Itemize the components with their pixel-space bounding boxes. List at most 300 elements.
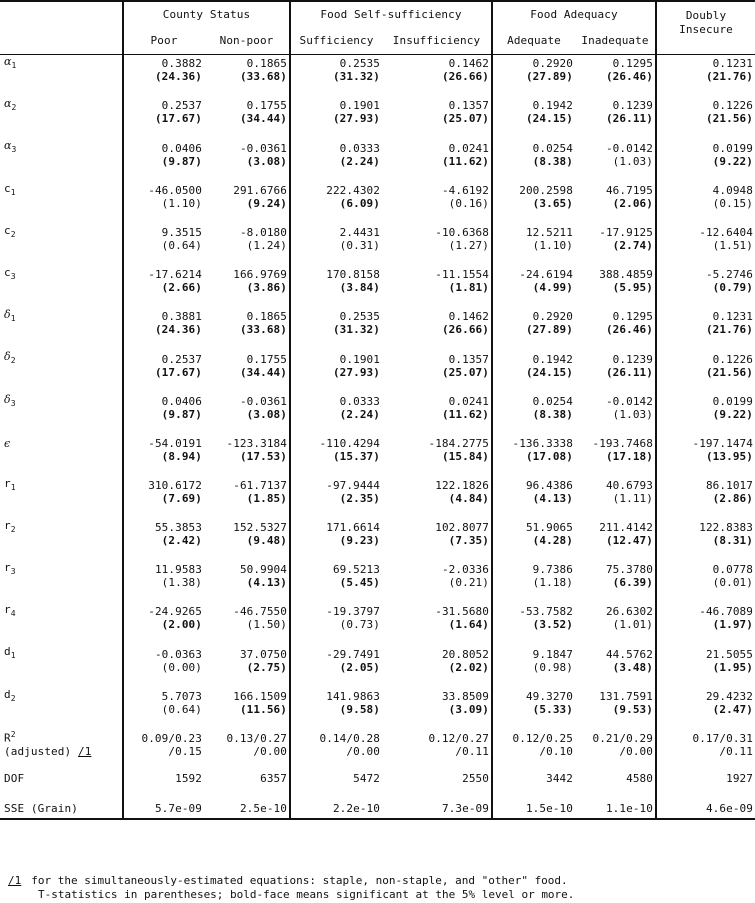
param-symbol: α [4, 139, 12, 153]
t-stat-cell: (4.84) [448, 491, 489, 505]
coef-cell: -29.7491 [290, 645, 382, 660]
t-stat-cell: (26.11) [605, 365, 653, 379]
param-subscript: 2 [10, 356, 16, 366]
t-stat-cell: (31.32) [290, 323, 382, 350]
sse-row [0, 799, 755, 819]
t-stat-row [0, 661, 755, 688]
t-stat-cell: (9.22) [656, 155, 755, 182]
t-stat-cell: (1.38) [123, 576, 204, 603]
t-stat-label-blank [0, 576, 123, 603]
param-subscript: 3 [11, 145, 17, 155]
coef-cell: -24.9265 [123, 603, 204, 618]
coef-row [0, 182, 755, 197]
t-stat-cell: (11.56) [239, 702, 287, 716]
corner-cell [0, 1, 123, 27]
param-symbol: c [4, 223, 11, 237]
coef-cell: 0.0333 [290, 139, 382, 154]
coef-cell: -19.3797 [290, 603, 382, 618]
col-header-sufficiency: Sufficiency [290, 27, 382, 55]
t-stat-cell: (1.10) [123, 197, 204, 224]
param-subscript: 2 [10, 693, 16, 703]
t-stat-cell: (1.03) [612, 407, 653, 421]
t-stat-cell: (17.18) [605, 449, 653, 463]
t-stat-cell: (17.53) [239, 449, 287, 463]
t-stat-cell: (27.93) [290, 366, 382, 393]
coef-cell: 0.0254 [492, 393, 575, 408]
r2-adjusted-cell: /0.11 [656, 745, 755, 772]
r2-adjusted-text: (adjusted) [4, 744, 72, 758]
t-stat-cell: (26.46) [605, 70, 653, 84]
coef-cell: 9.1847 [492, 645, 575, 660]
coef-cell: 0.1755 [246, 99, 287, 113]
t-stat-row [0, 155, 755, 182]
footnote-line-1 [8, 874, 748, 888]
param-subscript: 1 [10, 482, 16, 492]
t-stat-row [0, 618, 755, 645]
t-stat-cell: (9.22) [656, 408, 755, 435]
t-stat-cell: (6.09) [290, 197, 382, 224]
coef-cell: 0.0199 [656, 139, 755, 154]
t-stat-label-blank [0, 70, 123, 97]
param-subscript: 1 [10, 187, 16, 197]
coef-cell: -0.0363 [123, 645, 204, 660]
col-header-insufficiency: Insufficiency [382, 27, 492, 55]
t-stat-cell: (1.95) [656, 661, 755, 688]
coef-cell: -184.2775 [428, 436, 489, 450]
t-stat-cell: (9.48) [246, 534, 287, 548]
coef-row [0, 224, 755, 239]
t-stat-cell: (9.87) [123, 408, 204, 435]
param-symbol: c [4, 181, 11, 195]
dof-cell: 5472 [290, 772, 382, 799]
t-stat-cell: (7.35) [448, 534, 489, 548]
param-subscript: 2 [10, 525, 16, 535]
t-stat-row [0, 323, 755, 350]
coef-row [0, 519, 755, 534]
coef-cell: 11.9583 [123, 561, 204, 576]
t-stat-cell: (27.89) [492, 70, 575, 97]
t-stat-cell: (9.58) [290, 703, 382, 730]
coef-cell: 0.1865 [246, 57, 287, 71]
param-symbol: α [4, 97, 12, 111]
t-stat-cell: (2.75) [246, 660, 287, 674]
param-symbol: α [4, 55, 12, 68]
coef-cell: 86.1017 [656, 477, 755, 492]
coef-cell: 2.4431 [290, 224, 382, 239]
coef-cell: 0.0406 [123, 393, 204, 408]
t-stat-cell: (3.09) [448, 702, 489, 716]
coef-cell: 20.8052 [441, 647, 489, 661]
group-header-doubly-insecure: Doubly Insecure [656, 1, 755, 55]
param-label [0, 55, 123, 71]
coef-cell: 9.7386 [492, 561, 575, 576]
param-label [0, 139, 123, 154]
param-label [0, 224, 123, 239]
coef-cell: 122.1826 [435, 478, 489, 492]
param-symbol: c [4, 265, 11, 279]
param-symbol: r [4, 476, 11, 490]
col-header-adequate: Adequate [492, 27, 575, 55]
t-stat-cell: (26.66) [441, 323, 489, 337]
t-stat-cell: (34.44) [239, 365, 287, 379]
coef-row [0, 350, 755, 365]
coef-cell: 0.1942 [492, 97, 575, 112]
sse-cell: 2.5e-10 [204, 799, 290, 819]
t-stat-cell: (1.01) [612, 618, 653, 632]
param-subscript: 4 [10, 609, 16, 619]
dof-cell: 1592 [123, 772, 204, 799]
col-header-inadequate: Inadequate [575, 27, 656, 55]
dof-cell: 6357 [260, 771, 287, 785]
coef-cell: 33.8509 [441, 689, 489, 703]
r2-cell: 0.09/0.23 [123, 730, 204, 745]
coef-cell: 291.6766 [233, 183, 287, 197]
t-stat-cell: (6.39) [612, 576, 653, 590]
param-label [0, 308, 123, 323]
t-stat-cell: (21.76) [656, 323, 755, 350]
t-stat-cell: (3.65) [492, 197, 575, 224]
coef-cell: -11.1554 [435, 268, 489, 282]
param-subscript: 3 [10, 398, 16, 408]
dof-cell: 2550 [462, 771, 489, 785]
t-stat-cell: (8.31) [656, 534, 755, 561]
param-label [0, 519, 123, 534]
t-stat-cell: (24.36) [123, 323, 204, 350]
t-stat-label-blank [0, 703, 123, 730]
t-stat-row [0, 197, 755, 224]
r2-cell: 0.14/0.28 [290, 730, 382, 745]
t-stat-cell: (2.66) [123, 281, 204, 308]
coef-cell: 152.5327 [233, 521, 287, 535]
t-stat-cell: (12.47) [605, 534, 653, 548]
t-stat-label-blank [0, 492, 123, 519]
t-stat-cell: (2.02) [448, 660, 489, 674]
t-stat-label-blank [0, 155, 123, 182]
coef-cell: -0.0361 [239, 141, 287, 155]
t-stat-row [0, 492, 755, 519]
param-label [0, 97, 123, 112]
t-stat-cell: (34.44) [239, 112, 287, 126]
t-stat-label-blank [0, 661, 123, 688]
coef-cell: 102.8077 [435, 521, 489, 535]
t-stat-cell: (0.21) [448, 576, 489, 590]
t-stat-row [0, 70, 755, 97]
t-stat-cell: (1.24) [246, 238, 287, 252]
t-stat-row [0, 450, 755, 477]
coef-cell: 0.1239 [612, 352, 653, 366]
t-stat-row [0, 281, 755, 308]
t-stat-cell: (17.67) [123, 366, 204, 393]
t-stat-cell: (33.68) [239, 70, 287, 84]
param-symbol: δ [4, 308, 11, 322]
coef-cell: 166.1509 [233, 689, 287, 703]
t-stat-cell: (2.74) [612, 238, 653, 252]
t-stat-cell: (21.56) [656, 112, 755, 139]
t-stat-cell: (1.81) [448, 281, 489, 295]
t-stat-label-blank [0, 323, 123, 350]
param-symbol: δ [4, 392, 11, 406]
coef-cell: -10.6368 [435, 225, 489, 239]
t-stat-cell: (1.11) [612, 491, 653, 505]
t-stat-label-blank [0, 281, 123, 308]
t-stat-cell: (2.24) [290, 408, 382, 435]
coef-cell: 46.7195 [605, 183, 653, 197]
coef-cell: 0.1865 [246, 310, 287, 324]
coef-cell: -17.9125 [599, 225, 653, 239]
r2-adjusted-cell: /0.00 [619, 744, 653, 758]
t-stat-label-blank [0, 450, 123, 477]
t-stat-label-blank [0, 197, 123, 224]
coef-cell: 75.3780 [605, 563, 653, 577]
r2-cell: 0.13/0.27 [226, 731, 287, 745]
coef-cell: -31.5680 [435, 605, 489, 619]
coef-cell: -17.6214 [123, 266, 204, 281]
coef-cell: 0.0199 [656, 393, 755, 408]
coef-cell: -97.9444 [290, 477, 382, 492]
t-stat-cell: (3.84) [290, 281, 382, 308]
coef-cell: 0.1231 [656, 55, 755, 71]
coef-cell: 0.1901 [290, 97, 382, 112]
t-stat-cell: (9.87) [123, 155, 204, 182]
param-symbol: r [4, 561, 11, 575]
t-stat-cell: (3.08) [246, 154, 287, 168]
coef-cell: -61.7137 [233, 478, 287, 492]
param-subscript: 3 [10, 272, 16, 282]
coef-cell: 0.2535 [290, 55, 382, 71]
param-symbol: r [4, 603, 11, 617]
t-stat-cell: (9.24) [246, 196, 287, 210]
coef-cell: -53.7582 [492, 603, 575, 618]
col-header-poor: Poor [123, 27, 204, 55]
group-header-food-self-sufficiency: Food Self-sufficiency [290, 1, 492, 27]
coef-cell: 55.3853 [123, 519, 204, 534]
t-stat-cell: (24.15) [492, 366, 575, 393]
t-stat-row [0, 112, 755, 139]
t-stat-row [0, 239, 755, 266]
t-stat-cell: (3.48) [612, 660, 653, 674]
coef-cell: 0.0406 [123, 139, 204, 154]
r2-adjusted-cell: /0.10 [492, 745, 575, 772]
t-stat-label-blank [0, 408, 123, 435]
coef-cell: 0.0778 [656, 561, 755, 576]
r2-label [0, 730, 123, 745]
dof-cell: 1927 [656, 772, 755, 799]
t-stat-cell: (1.27) [448, 238, 489, 252]
group-header-row [0, 1, 755, 27]
t-stat-cell: (24.36) [123, 70, 204, 97]
coef-cell: 49.3270 [492, 688, 575, 703]
coef-cell: -4.6192 [441, 183, 489, 197]
t-stat-cell: (0.98) [492, 661, 575, 688]
coef-cell: 0.1226 [656, 350, 755, 365]
coef-cell: -8.0180 [239, 225, 287, 239]
coef-cell: 0.3882 [123, 55, 204, 71]
t-stat-label-blank [0, 366, 123, 393]
coef-cell: 12.5211 [492, 224, 575, 239]
coef-cell: 51.9065 [492, 519, 575, 534]
sse-cell: 4.6e-09 [656, 799, 755, 819]
coef-cell: 0.0333 [290, 393, 382, 408]
coef-cell: 0.2537 [123, 350, 204, 365]
coef-cell: 170.8158 [290, 266, 382, 281]
t-stat-cell: (2.86) [656, 492, 755, 519]
coef-cell: -46.7550 [233, 605, 287, 619]
coef-cell: 0.2537 [123, 97, 204, 112]
param-label [0, 393, 123, 408]
param-label [0, 266, 123, 281]
coef-cell: -110.4294 [290, 435, 382, 450]
t-stat-cell: (0.16) [448, 196, 489, 210]
param-label [0, 182, 123, 197]
coef-cell: -0.0142 [605, 394, 653, 408]
coef-cell: 388.4859 [599, 268, 653, 282]
r2-symbol: R [4, 731, 11, 745]
sse-label: SSE (Grain) [0, 799, 123, 819]
t-stat-cell: (8.38) [492, 155, 575, 182]
r2-cell: 0.12/0.25 [492, 730, 575, 745]
t-stat-row [0, 703, 755, 730]
t-stat-cell: (1.50) [246, 618, 287, 632]
t-stat-cell: (2.24) [290, 155, 382, 182]
coef-cell: 141.9863 [290, 688, 382, 703]
t-stat-row [0, 366, 755, 393]
footnote-text-1: for the simultaneously-estimated equations: staple, non-staple, and "other" food. [31, 874, 568, 887]
t-stat-cell: (0.73) [290, 618, 382, 645]
param-label [0, 688, 123, 703]
param-symbol: d [4, 645, 11, 659]
t-stat-cell: (4.13) [246, 576, 287, 590]
coef-cell: 29.4232 [656, 688, 755, 703]
t-stat-cell: (2.35) [290, 492, 382, 519]
t-stat-cell: (9.53) [612, 702, 653, 716]
column-header-row [0, 27, 755, 55]
coef-row [0, 561, 755, 576]
t-stat-label-blank [0, 112, 123, 139]
t-stat-cell: (2.05) [290, 661, 382, 688]
t-stat-cell: (2.42) [123, 534, 204, 561]
r2-adjusted-cell: /0.00 [253, 744, 287, 758]
t-stat-cell: (25.07) [441, 112, 489, 126]
coef-cell: 0.2920 [492, 308, 575, 323]
t-stat-cell: (2.00) [123, 618, 204, 645]
t-stat-cell: (4.99) [492, 281, 575, 308]
param-label [0, 645, 123, 660]
t-stat-cell: (1.85) [246, 491, 287, 505]
t-stat-cell: (0.64) [123, 239, 204, 266]
t-stat-cell: (5.45) [290, 576, 382, 603]
t-stat-cell: (15.37) [290, 450, 382, 477]
footnote-ref: /1 [77, 744, 92, 758]
param-symbol: ϵ [4, 436, 11, 450]
coef-cell: -123.3184 [226, 436, 287, 450]
coef-cell: -5.2746 [656, 266, 755, 281]
t-stat-cell: (8.38) [492, 408, 575, 435]
coef-cell: -12.6404 [656, 224, 755, 239]
t-stat-cell: (7.69) [123, 492, 204, 519]
coef-cell: 96.4386 [492, 477, 575, 492]
coef-cell: 0.1231 [656, 308, 755, 323]
t-stat-cell: (1.03) [612, 154, 653, 168]
dof-label: DOF [4, 771, 25, 785]
param-subscript: 3 [10, 567, 16, 577]
coef-cell: -46.0500 [123, 182, 204, 197]
t-stat-cell: (27.89) [492, 323, 575, 350]
t-stat-cell: (3.86) [246, 281, 287, 295]
param-label [0, 350, 123, 365]
t-stat-cell: (25.07) [441, 365, 489, 379]
t-stat-cell: (4.13) [492, 492, 575, 519]
coef-cell: 0.2535 [290, 308, 382, 323]
coef-cell: 0.0241 [448, 141, 489, 155]
coef-row [0, 393, 755, 408]
dof-cell: 4580 [626, 771, 653, 785]
t-stat-cell: (0.15) [656, 197, 755, 224]
footnote-mark: /1 [8, 874, 22, 887]
param-label [0, 477, 123, 492]
t-stat-label-blank [0, 239, 123, 266]
coef-cell: 0.0254 [492, 139, 575, 154]
r2-adjusted-cell: /0.11 [455, 744, 489, 758]
dof-row [0, 772, 755, 799]
sse-cell: 2.2e-10 [290, 799, 382, 819]
t-stat-cell: (21.56) [656, 366, 755, 393]
t-stat-cell: (8.94) [123, 450, 204, 477]
coef-cell: 131.7591 [599, 689, 653, 703]
coef-cell: 0.1901 [290, 350, 382, 365]
t-stat-cell: (33.68) [239, 323, 287, 337]
param-symbol: d [4, 687, 11, 701]
coef-cell: 37.0750 [239, 647, 287, 661]
t-stat-cell: (0.64) [123, 703, 204, 730]
r2-cell: 0.21/0.29 [592, 731, 653, 745]
coef-cell: -46.7089 [656, 603, 755, 618]
coef-cell: 200.2598 [492, 182, 575, 197]
coef-row [0, 435, 755, 450]
sse-cell: 1.5e-10 [492, 799, 575, 819]
coef-cell: -197.1474 [656, 435, 755, 450]
coef-cell: -24.6194 [492, 266, 575, 281]
coef-row [0, 139, 755, 154]
r2-cell: 0.12/0.27 [428, 731, 489, 745]
coef-cell: 211.4142 [599, 521, 653, 535]
t-stat-cell: (1.64) [448, 618, 489, 632]
dof-cell: 3442 [492, 772, 575, 799]
coef-cell: 4.0948 [656, 182, 755, 197]
col-header-non-poor: Non-poor [204, 27, 290, 55]
t-stat-cell: (0.00) [123, 661, 204, 688]
coef-cell: 0.1942 [492, 350, 575, 365]
table-body [0, 55, 755, 819]
t-stat-cell: (11.62) [441, 407, 489, 421]
coef-cell: 0.1462 [448, 310, 489, 324]
sse-cell: 5.7e-09 [123, 799, 204, 819]
group-header-county-status: County Status [123, 1, 290, 27]
param-label [0, 603, 123, 618]
r2-superscript: 2 [10, 730, 16, 740]
coef-row [0, 645, 755, 660]
sse-cell: 7.3e-09 [382, 799, 492, 819]
r2-adjusted-cell: /0.00 [290, 745, 382, 772]
param-label [0, 561, 123, 576]
param-subscript: 2 [10, 229, 16, 239]
t-stat-cell: (13.95) [656, 450, 755, 477]
param-subscript: 1 [10, 651, 16, 661]
t-stat-row [0, 408, 755, 435]
t-stat-cell: (9.23) [290, 534, 382, 561]
t-stat-cell: (0.79) [656, 281, 755, 308]
coef-cell: 310.6172 [123, 477, 204, 492]
coef-row [0, 308, 755, 323]
